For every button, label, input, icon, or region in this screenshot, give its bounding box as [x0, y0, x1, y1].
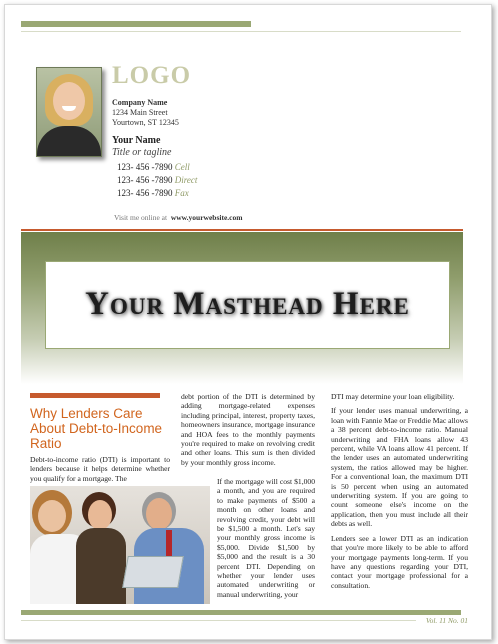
logo: LOGO: [112, 62, 192, 89]
city-address: Yourtown, ST 12345: [112, 118, 179, 127]
company-address: [112, 98, 179, 128]
website-line: [114, 213, 243, 222]
agent-info: [112, 135, 171, 159]
bottom-divider: [21, 620, 416, 621]
article-column-3: DTI may determine your loan eligibility. If your lender uses manual underwriting, a loan with Fannie Mae or Freddie Mac allows a 38 percent debt-to-income ratio. Manual underwriting and FHA loans allow 43 percent, while VA loans allow 41 percent. If the lender uses an automated underwriting system, the ratios allowed may be higher. For a conventional loan, the maximum DTI is 50 percent when using an automated underwriting system. If you are going to count someone else's income on the application, then you must include all their debts as well. Lenders see a lower DTI as an indication that you're more likely to be able to afford your mortgage payments long-term. If you have any questions regarding your DTI, contact your mortgage professional for a consultation.: [331, 392, 468, 590]
website-link[interactable]: www.yourwebsite.com: [170, 213, 243, 222]
phone-cell: 123- 456 -7890 Cell: [117, 162, 190, 172]
headline-accent-bar: [30, 393, 160, 398]
company-name: Company Name: [112, 98, 168, 107]
phone-list: [117, 161, 197, 200]
masthead-box: [45, 261, 450, 349]
agent-title: Title or tagline: [112, 147, 172, 158]
phone-direct: 123- 456 -7890 Direct: [117, 175, 198, 185]
street-address: 1234 Main Street: [112, 108, 168, 117]
issue-number: Vol. 11 No. 01: [425, 616, 468, 625]
article-column-2-bottom: If the mortgage will cost $1,000 a month, and you are required to make payments of $500 a month on other loans and revolving credit, your debt will be $1,500 a month. Let's say your monthly gross income is $5,000. Divide $1,500 by $5,000 and the result is a 30 percent DTI. Depending on whether your lender uses automated underwriting or manual underwriting, your: [217, 477, 315, 599]
phone-fax: 123- 456 -7890 Fax: [117, 188, 189, 198]
masthead-title: Your Masthead Here: [85, 286, 410, 322]
agent-name: Your Name: [112, 135, 161, 146]
agent-photo: [36, 67, 102, 157]
website-prefix: Visit me online at: [114, 213, 168, 222]
consultation-photo: [30, 486, 210, 604]
bottom-accent-bar: [21, 610, 461, 615]
top-accent-bar: [21, 21, 251, 27]
top-divider: [21, 31, 461, 32]
article-column-2-top: debt portion of the DTI is determined by adding mortgage-related expenses including principal, interest, property taxes, homeowners insurance, mortgage insurance and HOA fees to the monthly payments you're required to make on revolving credit and other loans. This sum is then divided by your monthly gross income.: [181, 392, 315, 467]
article-headline: Why Lenders Care About Debt-to-Income Ratio: [30, 406, 163, 451]
article-lead: Debt-to-income ratio (DTI) is important to lenders because it helps determine whether you qualify for a mortgage. The: [30, 455, 170, 483]
masthead-top-rule: [21, 229, 463, 231]
